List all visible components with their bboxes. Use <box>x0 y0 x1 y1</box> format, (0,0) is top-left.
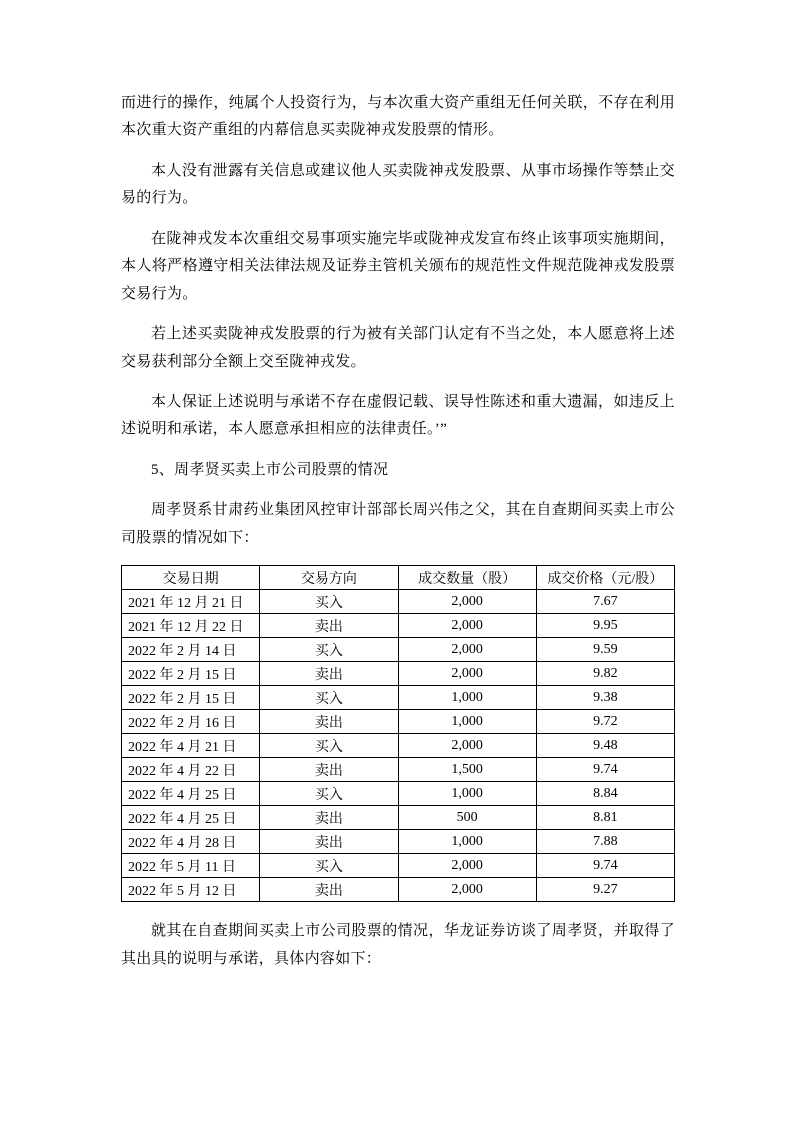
trade-quantity: 2,000 <box>398 878 536 902</box>
table-row <box>122 686 675 710</box>
trade-quantity: 1,000 <box>398 830 536 854</box>
trades-table <box>121 565 675 902</box>
column-header: 交易日期 <box>122 566 260 590</box>
trade-date: 2022 年 4 月 21 日 <box>122 734 260 758</box>
trade-date: 2022 年 4 月 25 日 <box>122 806 260 830</box>
body-paragraphs-after-table <box>121 918 675 973</box>
trade-quantity: 2,000 <box>398 590 536 614</box>
trade-direction: 买入 <box>260 686 398 710</box>
paragraph: 本人保证上述说明与承诺不存在虚假记载、误导性陈述和重大遗漏，如违反上述说明和承诺，本人愿意承担相应的法律责任。’” <box>121 393 675 438</box>
trade-quantity: 2,000 <box>398 734 536 758</box>
table-row <box>122 878 675 902</box>
trade-quantity: 1,500 <box>398 758 536 782</box>
table-row <box>122 782 675 806</box>
trade-quantity: 1,000 <box>398 782 536 806</box>
trade-price: 9.74 <box>536 854 674 878</box>
table-row <box>122 662 675 686</box>
trade-date: 2022 年 4 月 22 日 <box>122 758 260 782</box>
paragraph: 而进行的操作，纯属个人投资行为，与本次重大资产重组无任何关联，不存在利用本次重大资产重组的内幕信息买卖陇神戎发股票的情形。 <box>121 95 675 139</box>
trade-quantity: 1,000 <box>398 710 536 734</box>
trade-price: 8.84 <box>536 782 674 806</box>
trade-direction: 买入 <box>260 638 398 662</box>
trade-direction: 买入 <box>260 782 398 806</box>
trade-price: 7.67 <box>536 590 674 614</box>
trade-quantity: 2,000 <box>398 662 536 686</box>
trade-direction: 买入 <box>260 854 398 878</box>
trade-date: 2022 年 4 月 25 日 <box>122 782 260 806</box>
trade-quantity: 1,000 <box>398 686 536 710</box>
trade-price: 9.74 <box>536 758 674 782</box>
trade-direction: 卖出 <box>260 878 398 902</box>
trade-date: 2022 年 5 月 12 日 <box>122 878 260 902</box>
paragraph: 就其在自查期间买卖上市公司股票的情况，华龙证券访谈了周孝贤，并取得了其出具的说明与承诺，具体内容如下： <box>121 923 675 967</box>
trade-price: 9.38 <box>536 686 674 710</box>
trade-quantity: 500 <box>398 806 536 830</box>
trade-direction: 卖出 <box>260 614 398 638</box>
column-header: 交易方向 <box>260 566 398 590</box>
table-row <box>122 710 675 734</box>
trade-quantity: 2,000 <box>398 854 536 878</box>
trade-direction: 卖出 <box>260 806 398 830</box>
trade-direction: 卖出 <box>260 662 398 686</box>
trade-direction: 卖出 <box>260 710 398 734</box>
table-row <box>122 758 675 782</box>
table-row <box>122 734 675 758</box>
trade-date: 2022 年 2 月 14 日 <box>122 638 260 662</box>
table-row <box>122 806 675 830</box>
body-paragraphs-before-table <box>121 90 675 552</box>
trade-date: 2022 年 5 月 11 日 <box>122 854 260 878</box>
trade-price: 9.27 <box>536 878 674 902</box>
trade-direction: 卖出 <box>260 830 398 854</box>
trade-date: 2022 年 4 月 28 日 <box>122 830 260 854</box>
trade-price: 7.88 <box>536 830 674 854</box>
trade-direction: 买入 <box>260 734 398 758</box>
trade-price: 8.81 <box>536 806 674 830</box>
header-row <box>122 566 675 590</box>
paragraph: 在陇神戎发本次重组交易事项实施完毕或陇神戎发宣布终止该事项实施期间，本人将严格遵守相关法律法规及证券主管机关颁布的规范性文件规范陇神戎发股票交易行为。 <box>121 230 675 302</box>
table-row <box>122 854 675 878</box>
trade-price: 9.82 <box>536 662 674 686</box>
trade-date: 2022 年 2 月 15 日 <box>122 662 260 686</box>
paragraph: 本人没有泄露有关信息或建议他人买卖陇神戎发股票、从事市场操作等禁止交易的行为。 <box>121 162 675 207</box>
trade-price: 9.48 <box>536 734 674 758</box>
trade-date: 2022 年 2 月 15 日 <box>122 686 260 710</box>
paragraph: 若上述买卖陇神戎发股票的行为被有关部门认定有不当之处，本人愿意将上述交易获利部分全额上交至陇神戎发。 <box>121 326 675 370</box>
trade-price: 9.59 <box>536 638 674 662</box>
trade-quantity: 2,000 <box>398 638 536 662</box>
trade-direction: 买入 <box>260 590 398 614</box>
trade-price: 9.95 <box>536 614 674 638</box>
trade-direction: 卖出 <box>260 758 398 782</box>
trades-table-body <box>122 590 675 902</box>
trades-table-head <box>122 566 675 590</box>
trade-date: 2022 年 2 月 16 日 <box>122 710 260 734</box>
trade-quantity: 2,000 <box>398 614 536 638</box>
table-row <box>122 830 675 854</box>
trade-date: 2021 年 12 月 21 日 <box>122 590 260 614</box>
trade-price: 9.72 <box>536 710 674 734</box>
table-row <box>122 638 675 662</box>
column-header: 成交数量（股） <box>398 566 536 590</box>
table-row <box>122 590 675 614</box>
trade-date: 2021 年 12 月 22 日 <box>122 614 260 638</box>
paragraph: 周孝贤系甘肃药业集团风控审计部部长周兴伟之父，其在自查期间买卖上市公司股票的情况如下： <box>121 502 675 546</box>
section-heading: 5、周孝贤买卖上市公司股票的情况 <box>151 461 389 478</box>
table-row <box>122 614 675 638</box>
column-header: 成交价格（元/股） <box>536 566 674 590</box>
